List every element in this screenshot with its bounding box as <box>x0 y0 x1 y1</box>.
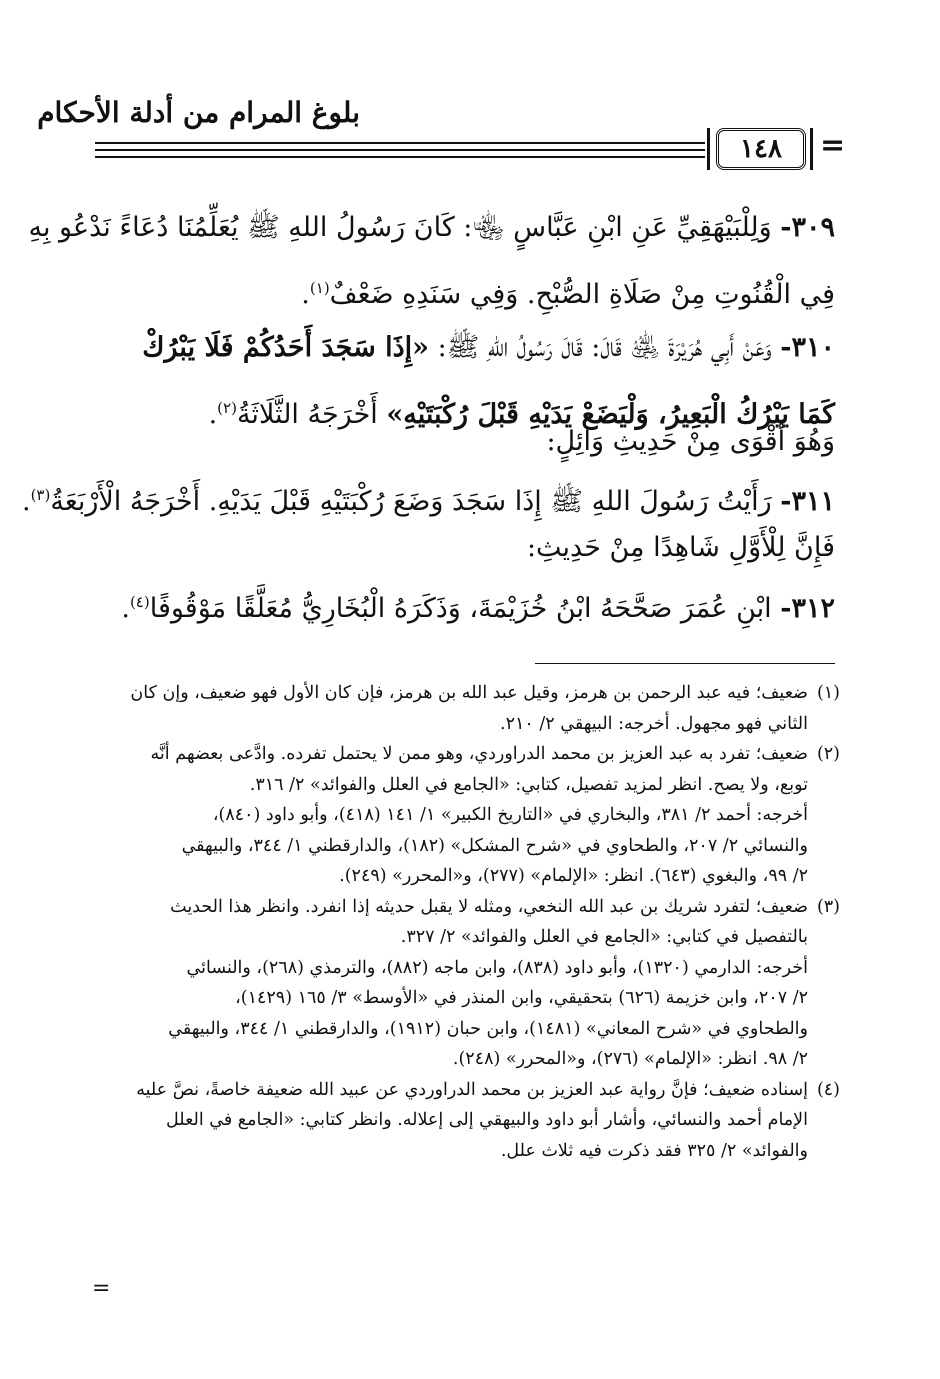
footnote-number: (٤) <box>816 1079 840 1100</box>
footnote-separator <box>535 663 835 664</box>
footnote-line: الإمام أحمد والنسائي، وأشار أبو داود والبيهقي إلى إعلاله. وانظر كتابي: «الجامع في العلل <box>166 1110 808 1130</box>
page-number: ١٤٨ <box>716 128 806 170</box>
footnote-line <box>100 678 840 709</box>
footnote-line: أخرجه: أحمد ٢/ ٣٨١، والبخاري في «التاريخ الكبير» ١/ ١٤١ (٤١٨)، وأبو داود (٨٤٠)، <box>212 805 808 825</box>
footnote-line: الثاني فهو مجهول. أخرجه: البيهقي ٢/ ٢١٠. <box>500 713 808 734</box>
hadith-text: وَلِلْبَيْهَقِيِّ عَنِ ابْنِ عَبَّاسٍ ﵄: كَانَ رَسُولُ اللهِ ﷺ يُعَلِّمُنَا دُعَاءً نَدْعُو بِهِ <box>28 212 772 243</box>
hadith-line <box>28 198 835 258</box>
bottom-separator: = <box>92 1276 111 1301</box>
hadith-text: ابْنِ عُمَرَ صَحَّحَهُ ابْنُ خُزَيْمَةَ، وَذَكَرَهُ الْبُخَارِيُّ مُعَلَّقًا مَوْقُوفًا <box>149 593 772 624</box>
header-separator: = <box>820 128 846 163</box>
footnote-line <box>100 1075 840 1106</box>
footnote-line: والفوائد» ٢/ ٣٢٥ فقد ذكرت فيه ثلاث علل. <box>500 1140 808 1161</box>
footnote-text: ضعيف؛ لتفرد شريك بن عبد الله النخعي، ومثله لا يقبل حديثه إذا انفرد. وانظر هذا الحديث <box>170 896 808 917</box>
header-rule <box>95 156 705 158</box>
footnote-line: ٢/ ٩٨. انظر: «الإلمام» (٢٧٦)، و«المحرر» (٢٤٨). <box>452 1049 808 1069</box>
hadith-line: فِي الْقُنُوتِ مِنْ صَلَاةِ الصُّبْحِ. وَفِي سَنَدِهِ ضَعْفٌ$^{(١)}$. <box>301 279 835 310</box>
footnotes-section <box>100 678 840 1166</box>
prophetic-text: «إِذَا سَجَدَ أَحَدُكُمْ فَلَا يَبْرُكْ <box>142 332 430 363</box>
footnote-ref[interactable]: (٤) <box>129 593 150 611</box>
hadith-line <box>95 318 835 378</box>
footnote-line <box>100 892 840 923</box>
hadith-line: كَمَا يَبْرُكُ الْبَعِيرُ، وَلْيَضَعْ يَدَيْهِ قَبْلَ رُكْبَتَيْهِ» أَخْرَجَهُ الثَّلَاثَةُ$^{(٢)}$. <box>208 399 835 430</box>
header-rule <box>95 142 705 144</box>
bridge-text-1 <box>95 412 835 472</box>
hadith-text: رَأَيْتُ رَسُولَ اللهِ ﷺ إِذَا سَجَدَ وَضَعَ رُكْبَتَيْهِ قَبْلَ يَدَيْهِ. أَخْرَجَهُ الْأَرْبَعَةُ <box>50 486 772 517</box>
hadith-number: ٣١٠- <box>780 332 835 363</box>
footnote-line: بالتفصيل في كتابي: «الجامع في العلل والفوائد» ٢/ ٣٢٧. <box>400 927 808 947</box>
bridge-text-2 <box>95 518 835 578</box>
footnote-text: ضعيف؛ فيه عبد الرحمن بن هرمز، وقيل عبد الله بن هرمز، فإن كان الأول فهو ضعيف، وإن كان <box>130 683 808 703</box>
page-number-bar <box>707 128 710 170</box>
footnote-line: والنسائي ٢/ ٢٠٧، والطحاوي في «شرح المشكل» (١٨٢)، والدارقطني ١/ ٣٤٤، والبيهقي <box>181 835 808 856</box>
footnote-number: (٢) <box>816 744 840 764</box>
footnote-ref[interactable]: (٢) <box>217 399 237 417</box>
footnote-line: ٢/ ٢٠٧، وابن خزيمة (٦٢٦) بتحقيقي، وابن المنذر في «الأوسط» ٣/ ١٦٥ (١٤٢٩)، <box>235 988 808 1008</box>
hadith-line: ٣١٢- ابْنِ عُمَرَ صَحَّحَهُ ابْنُ خُزَيْمَةَ، وَذَكَرَهُ الْبُخَارِيُّ مُعَلَّقًا مَوْقُوفًا$^{(٤)}$. <box>121 593 835 624</box>
footnote-line: ٢/ ٩٩، والبغوي (٦٤٣). انظر: «الإلمام» (٢٧٧)، و«المحرر» (٢٤٩). <box>339 866 808 886</box>
footnote-ref[interactable]: (١) <box>309 279 330 297</box>
footnote-number: (١) <box>816 683 840 703</box>
footnote-text: ضعيف؛ تفرد به عبد العزيز بن محمد الدراوردي، وهو ممن لا يحتمل تفرده. وادَّعى بعضهم أنَّه <box>150 744 808 764</box>
hadith-number: ٣١١- <box>780 486 835 517</box>
prophetic-text: كَمَا يَبْرُكُ الْبَعِيرُ، وَلْيَضَعْ يَدَيْهِ قَبْلَ رُكْبَتَيْهِ» <box>386 399 835 430</box>
hadith-text: أَخْرَجَهُ الثَّلَاثَةُ <box>236 399 378 430</box>
footnote-ref[interactable]: (٣) <box>30 486 51 504</box>
footnote-line: والطحاوي في «شرح المعاني» (١٤٨١)، وابن حبان (١٩١٢)، والدارقطني ١/ ٣٤٤، والبيهقي <box>168 1018 808 1039</box>
footnote-text: إسناده ضعيف؛ فإنَّ رواية عبد العزيز بن محمد الدراوردي عن عبيد الله ضعيفة خاصةً، نصَّ عليه <box>136 1079 808 1100</box>
footnote-line <box>100 739 840 770</box>
hadith-309 <box>28 198 835 325</box>
hadith-line: ٣١١- رَأَيْتُ رَسُولَ اللهِ ﷺ إِذَا سَجَدَ وَضَعَ رُكْبَتَيْهِ قَبْلَ يَدَيْهِ. أَخْرَجَهُ الْأَرْبَعَةُ$^{(٣)}$. <box>21 486 835 517</box>
hadith-text: وَعَنْ أَبِي هُرَيْرَةَ ﵁ قَالَ: قَالَ رَسُولُ اللهِ ﷺ: <box>437 332 772 363</box>
footnote-number: (٣) <box>816 896 840 917</box>
header-rule <box>95 149 705 151</box>
hadith-line: وَهُوَ أَقْوَى مِنْ حَدِيثِ وَائِلٍ: <box>546 426 835 457</box>
page-number-bar <box>810 128 813 170</box>
hadith-number: ٣١٢- <box>780 593 835 624</box>
footnote-line: أخرجه: الدارمي (١٣٢٠)، وأبو داود (٨٣٨)، وابن ماجه (٨٨٢)، والترمذي (٢٦٨)، والنسائي <box>186 957 808 978</box>
hadith-number: ٣٠٩- <box>780 212 835 243</box>
hadith-line: فَإِنَّ لِلْأَوَّلِ شَاهِدًا مِنْ حَدِيثِ: <box>526 532 835 563</box>
footnote-line: توبع، ولا يصح. انظر لمزيد تفصيل، كتابي: «الجامع في العلل والفوائد» ٢/ ٣١٦. <box>249 774 808 795</box>
book-title: بلوغ المرام من أدلة الأحكام <box>37 96 360 129</box>
hadith-text: فِي الْقُنُوتِ مِنْ صَلَاةِ الصُّبْحِ. وَفِي سَنَدِهِ ضَعْفٌ <box>329 279 835 310</box>
hadith-312 <box>95 572 835 639</box>
